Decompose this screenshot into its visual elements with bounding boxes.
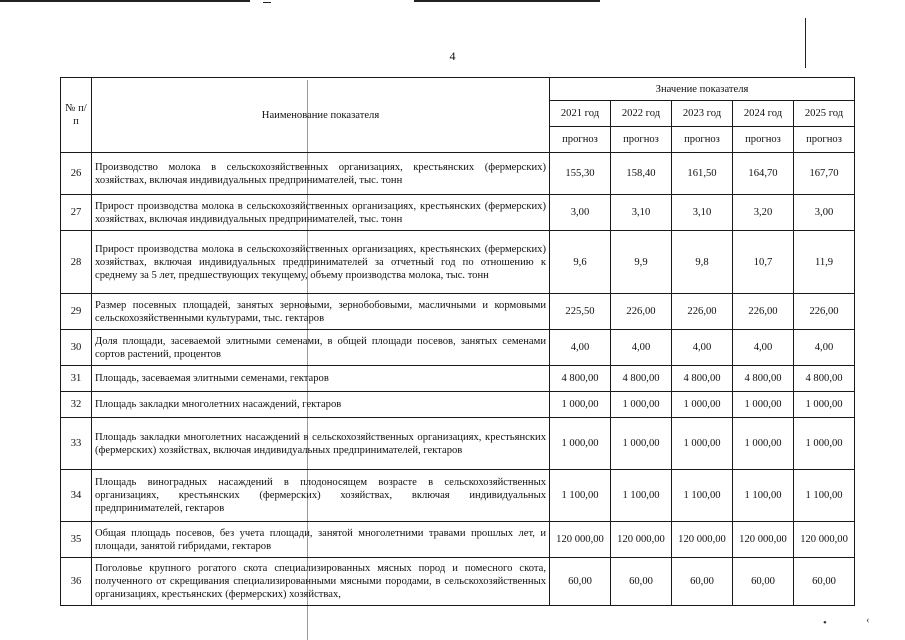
indicator-value: 60,00 xyxy=(611,558,672,606)
indicator-name: Доля площади, засеваемой элитными семенами, в общей площади посевов, занятых семенами сортов растений, процентов xyxy=(92,330,550,366)
header-kind: прогноз xyxy=(672,127,733,153)
row-number: 30 xyxy=(61,330,92,366)
scan-artifact-line-left xyxy=(0,0,250,2)
row-number: 27 xyxy=(61,195,92,231)
page-number: 4 xyxy=(449,49,456,63)
table-row xyxy=(61,392,855,418)
indicator-value: 226,00 xyxy=(733,294,794,330)
indicator-value: 225,50 xyxy=(550,294,611,330)
indicator-value: 1 000,00 xyxy=(550,392,611,418)
indicator-value: 4 800,00 xyxy=(733,366,794,392)
indicator-value: 3,10 xyxy=(672,195,733,231)
table-row xyxy=(61,522,855,558)
indicator-value: 120 000,00 xyxy=(733,522,794,558)
indicator-value: 226,00 xyxy=(794,294,855,330)
indicator-value: 4,00 xyxy=(611,330,672,366)
indicator-value: 4 800,00 xyxy=(672,366,733,392)
indicator-table xyxy=(60,77,855,606)
indicator-value: 9,6 xyxy=(550,231,611,294)
scan-smudge-mark: • xyxy=(823,617,827,629)
indicator-value: 1 100,00 xyxy=(672,470,733,522)
header-year: 2023 год xyxy=(672,101,733,127)
indicator-value: 4,00 xyxy=(672,330,733,366)
indicator-value: 3,10 xyxy=(611,195,672,231)
header-num: № п/п xyxy=(61,78,92,153)
indicator-name: Площадь закладки многолетних насаждений, гектаров xyxy=(92,392,550,418)
indicator-value: 60,00 xyxy=(794,558,855,606)
row-number: 28 xyxy=(61,231,92,294)
table-row xyxy=(61,558,855,606)
table-row xyxy=(61,470,855,522)
indicator-value: 3,00 xyxy=(794,195,855,231)
indicator-value: 1 000,00 xyxy=(672,392,733,418)
indicator-value: 60,00 xyxy=(733,558,794,606)
indicator-value: 226,00 xyxy=(611,294,672,330)
header-year: 2025 год xyxy=(794,101,855,127)
indicator-value: 9,8 xyxy=(672,231,733,294)
table-row xyxy=(61,330,855,366)
indicator-value: 11,9 xyxy=(794,231,855,294)
row-number: 29 xyxy=(61,294,92,330)
indicator-value: 120 000,00 xyxy=(672,522,733,558)
header-year: 2024 год xyxy=(733,101,794,127)
row-number: 33 xyxy=(61,418,92,470)
header-kind: прогноз xyxy=(733,127,794,153)
indicator-name: Производство молока в сельскохозяйственных организациях, крестьянских (фермерских) хозяйствах, включая индивидуальных предпринимателей, тыс. тонн xyxy=(92,153,550,195)
header-value-group: Значение показателя xyxy=(550,78,855,101)
table-row xyxy=(61,231,855,294)
indicator-value: 1 000,00 xyxy=(611,392,672,418)
indicator-value: 120 000,00 xyxy=(550,522,611,558)
indicator-value: 1 000,00 xyxy=(550,418,611,470)
indicator-value: 158,40 xyxy=(611,153,672,195)
indicator-value: 1 000,00 xyxy=(672,418,733,470)
indicator-value: 4 800,00 xyxy=(550,366,611,392)
table-row xyxy=(61,153,855,195)
indicator-value: 164,70 xyxy=(733,153,794,195)
row-number: 36 xyxy=(61,558,92,606)
table-row xyxy=(61,294,855,330)
indicator-table-body xyxy=(61,153,855,606)
indicator-value: 9,9 xyxy=(611,231,672,294)
scan-artifact-dash xyxy=(263,2,271,3)
indicator-name: Площадь, засеваемая элитными семенами, гектаров xyxy=(92,366,550,392)
header-name: Наименование показателя xyxy=(92,78,550,153)
indicator-value: 1 000,00 xyxy=(794,392,855,418)
scan-smudge-mark-2: ‹ xyxy=(866,614,870,626)
table-row xyxy=(61,195,855,231)
header-kind: прогноз xyxy=(611,127,672,153)
indicator-value: 3,00 xyxy=(550,195,611,231)
indicator-value: 1 000,00 xyxy=(794,418,855,470)
header-year: 2022 год xyxy=(611,101,672,127)
table-row xyxy=(61,366,855,392)
indicator-value: 1 000,00 xyxy=(733,418,794,470)
indicator-value: 226,00 xyxy=(672,294,733,330)
indicator-name: Площадь виноградных насаждений в плодоносящем возрасте в сельскохозяйственных организациях, крестьянских (фермерских) хозяйствах, включая индивидуальных предпринимателей, гектаров xyxy=(92,470,550,522)
indicator-value: 1 100,00 xyxy=(733,470,794,522)
row-number: 35 xyxy=(61,522,92,558)
indicator-name: Поголовье крупного рогатого скота специализированных мясных пород и помесного скота, полученного от скрещивания специализированными мясными породами, в сельскохозяйственных организациях, крестьянских (фермерских) хозяйствах, xyxy=(92,558,550,606)
indicator-value: 120 000,00 xyxy=(611,522,672,558)
indicator-value: 4,00 xyxy=(733,330,794,366)
indicator-value: 10,7 xyxy=(733,231,794,294)
indicator-name: Прирост производства молока в сельскохозяйственных организациях, крестьянских (фермерских) хозяйствах, включая индивидуальных предпринимателей за отчетный год по отношению к среднему за 5 лет, предшествующих текущему, объему производства молока, тыс. тонн xyxy=(92,231,550,294)
table-row xyxy=(61,418,855,470)
indicator-value: 1 100,00 xyxy=(611,470,672,522)
indicator-value: 1 100,00 xyxy=(794,470,855,522)
row-number: 32 xyxy=(61,392,92,418)
indicator-value: 1 100,00 xyxy=(550,470,611,522)
indicator-value: 4 800,00 xyxy=(611,366,672,392)
indicator-name: Общая площадь посевов, без учета площади, занятой многолетними травами прошлых лет, и площади, занятой гибридами, гектаров xyxy=(92,522,550,558)
row-number: 31 xyxy=(61,366,92,392)
indicator-name: Прирост производства молока в сельскохозяйственных организациях, крестьянских (фермерских) хозяйствах, включая индивидуальных предпринимателей, тыс. тонн xyxy=(92,195,550,231)
scan-artifact-line-right xyxy=(414,0,600,2)
indicator-name: Размер посевных площадей, занятых зерновыми, зернобобовыми, масличными и кормовыми сельскохозяйственными культурами, тыс. гектаров xyxy=(92,294,550,330)
indicator-value: 155,30 xyxy=(550,153,611,195)
indicator-name: Площадь закладки многолетних насаждений в сельскохозяйственных организациях, крестьянских (фермерских) хозяйствах, включая индивидуальных предпринимателей, гектаров xyxy=(92,418,550,470)
indicator-value: 1 000,00 xyxy=(611,418,672,470)
indicator-value: 4,00 xyxy=(794,330,855,366)
indicator-value: 4 800,00 xyxy=(794,366,855,392)
indicator-value: 167,70 xyxy=(794,153,855,195)
header-kind: прогноз xyxy=(550,127,611,153)
row-number: 26 xyxy=(61,153,92,195)
indicator-value: 1 000,00 xyxy=(733,392,794,418)
indicator-value: 161,50 xyxy=(672,153,733,195)
indicator-value: 60,00 xyxy=(672,558,733,606)
indicator-value: 4,00 xyxy=(550,330,611,366)
row-number: 34 xyxy=(61,470,92,522)
header-kind: прогноз xyxy=(794,127,855,153)
header-year: 2021 год xyxy=(550,101,611,127)
indicator-value: 120 000,00 xyxy=(794,522,855,558)
indicator-value: 60,00 xyxy=(550,558,611,606)
indicator-value: 3,20 xyxy=(733,195,794,231)
